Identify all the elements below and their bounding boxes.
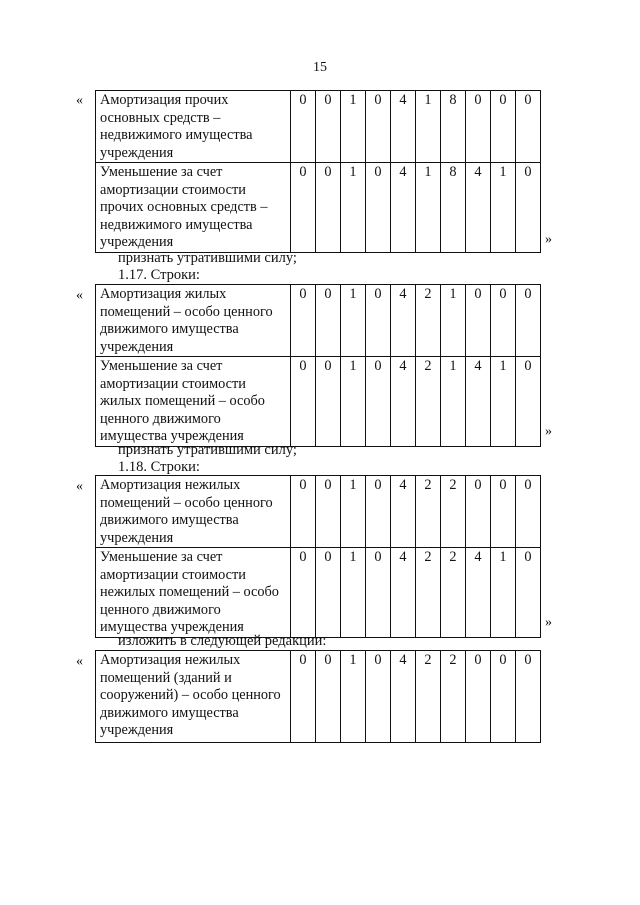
digit: 4: [391, 285, 416, 357]
digit: 2: [416, 285, 441, 357]
digit: 0: [291, 357, 316, 447]
digit: 0: [366, 476, 391, 548]
note-repeal: признать утратившими силу;: [118, 442, 297, 458]
digit: 0: [291, 476, 316, 548]
row-name: Амортизация жилых помещений – особо ценного движимого имущества учреждения: [96, 285, 291, 357]
digit: 0: [466, 91, 491, 163]
digit: 0: [491, 285, 516, 357]
digit: 2: [416, 476, 441, 548]
table-row: [96, 91, 541, 163]
digit: 0: [491, 91, 516, 163]
close-quote: »: [545, 232, 552, 247]
digit: 2: [441, 476, 466, 548]
digit: 0: [466, 476, 491, 548]
digit: 1: [341, 548, 366, 638]
code-table-1: [95, 90, 541, 253]
digit: 0: [491, 476, 516, 548]
table-row: [96, 285, 541, 357]
digit: 0: [466, 651, 491, 743]
digit: 2: [441, 548, 466, 638]
digit: 0: [316, 476, 341, 548]
open-quote: «: [76, 479, 83, 494]
digit: 0: [516, 548, 541, 638]
code-table-2: [95, 284, 541, 447]
digit: 4: [391, 357, 416, 447]
code-table-3: [95, 475, 541, 638]
note-section-heading: 1.18. Строки:: [118, 459, 200, 475]
digit: 0: [291, 91, 316, 163]
digit: 1: [441, 285, 466, 357]
table-row: [96, 163, 541, 253]
digit: 0: [366, 548, 391, 638]
digit: 1: [491, 163, 516, 253]
digit: 0: [516, 163, 541, 253]
digit: 1: [441, 357, 466, 447]
digit: 0: [291, 651, 316, 743]
digit: 1: [341, 163, 366, 253]
open-quote: «: [76, 93, 83, 108]
digit: 1: [341, 91, 366, 163]
digit: 0: [516, 357, 541, 447]
digit: 4: [391, 548, 416, 638]
digit: 2: [416, 651, 441, 743]
note-new-wording: изложить в следующей редакции:: [118, 633, 327, 649]
digit: 0: [316, 548, 341, 638]
digit: 0: [366, 163, 391, 253]
close-quote: »: [545, 424, 552, 439]
digit: 0: [366, 285, 391, 357]
row-name: Уменьшение за счет амортизации стоимости прочих основных средств – недвижимого имущества учреждения: [96, 163, 291, 253]
digit: 4: [466, 357, 491, 447]
digit: 1: [416, 163, 441, 253]
digit: 1: [341, 357, 366, 447]
digit: 1: [341, 285, 366, 357]
digit: 0: [291, 285, 316, 357]
note-repeal: признать утратившими силу;: [118, 250, 297, 266]
table-row: [96, 651, 541, 743]
digit: 4: [391, 651, 416, 743]
digit: 0: [516, 91, 541, 163]
digit: 0: [291, 163, 316, 253]
digit: 0: [316, 285, 341, 357]
digit: 1: [341, 476, 366, 548]
digit: 4: [391, 91, 416, 163]
digit: 8: [441, 163, 466, 253]
digit: 4: [391, 476, 416, 548]
row-name: Амортизация прочих основных средств – недвижимого имущества учреждения: [96, 91, 291, 163]
digit: 1: [491, 548, 516, 638]
digit: 1: [416, 91, 441, 163]
table-row: [96, 357, 541, 447]
row-name: Амортизация нежилых помещений (зданий и сооружений) – особо ценного движимого имущества учреждения: [96, 651, 291, 743]
digit: 4: [466, 548, 491, 638]
code-table-4: [95, 650, 541, 743]
row-name: Уменьшение за счет амортизации стоимости нежилых помещений – особо ценного движимого имущества учреждения: [96, 548, 291, 638]
digit: 4: [466, 163, 491, 253]
note-section-heading: 1.17. Строки:: [118, 267, 200, 283]
digit: 0: [366, 651, 391, 743]
digit: 2: [416, 357, 441, 447]
digit: 0: [291, 548, 316, 638]
digit: 2: [441, 651, 466, 743]
row-name: Уменьшение за счет амортизации стоимости жилых помещений – особо ценного движимого имущества учреждения: [96, 357, 291, 447]
digit: 0: [516, 651, 541, 743]
digit: 1: [491, 357, 516, 447]
digit: 0: [316, 357, 341, 447]
digit: 0: [366, 91, 391, 163]
table-row: [96, 548, 541, 638]
digit: 0: [316, 651, 341, 743]
page-number: 15: [313, 60, 327, 75]
open-quote: «: [76, 654, 83, 669]
digit: 8: [441, 91, 466, 163]
row-name: Амортизация нежилых помещений – особо ценного движимого имущества учреждения: [96, 476, 291, 548]
digit: 2: [416, 548, 441, 638]
digit: 0: [516, 476, 541, 548]
digit: 0: [491, 651, 516, 743]
digit: 0: [316, 91, 341, 163]
digit: 1: [341, 651, 366, 743]
digit: 0: [316, 163, 341, 253]
digit: 4: [391, 163, 416, 253]
open-quote: «: [76, 288, 83, 303]
digit: 0: [366, 357, 391, 447]
close-quote: »: [545, 615, 552, 630]
digit: 0: [516, 285, 541, 357]
table-row: [96, 476, 541, 548]
digit: 0: [466, 285, 491, 357]
